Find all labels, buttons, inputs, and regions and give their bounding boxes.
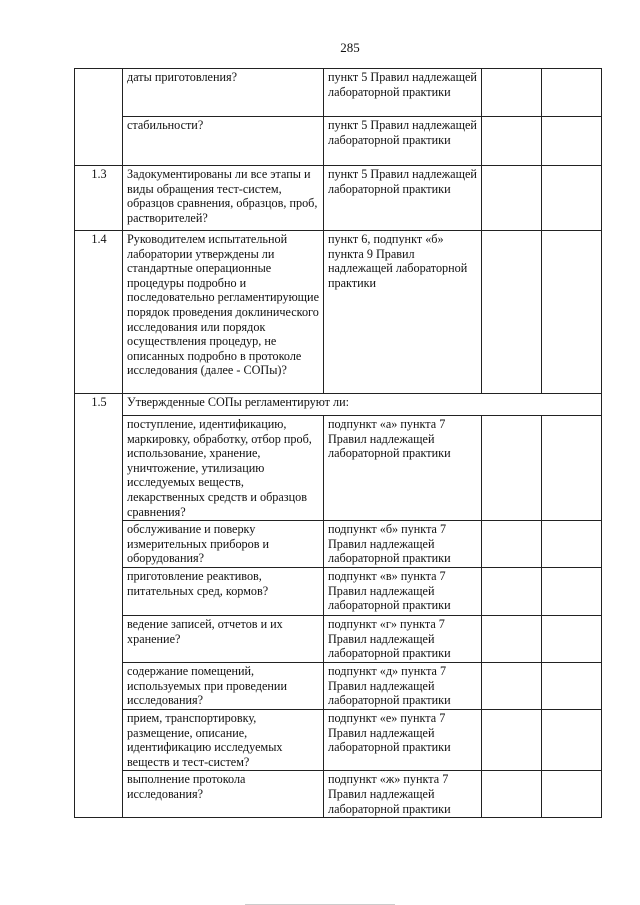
question-cell: ведение записей, отчетов и их хранение? — [123, 616, 324, 663]
answer-yes-cell[interactable] — [482, 521, 542, 568]
answer-yes-cell[interactable] — [482, 662, 542, 709]
answer-no-cell[interactable] — [542, 416, 602, 521]
answer-no-cell[interactable] — [542, 521, 602, 568]
question-cell: прием, транспортировку, размещение, описание, идентификацию исследуемых веществ и тест-систем? — [123, 709, 324, 770]
checklist-table — [74, 68, 602, 818]
answer-yes-cell[interactable] — [482, 166, 542, 231]
table-row — [75, 117, 602, 166]
answer-no-cell[interactable] — [542, 166, 602, 231]
answer-yes-cell[interactable] — [482, 117, 542, 166]
answer-yes-cell[interactable] — [482, 616, 542, 663]
reference-cell: подпункт «ж» пункта 7 Правил надлежащей лабораторной практики — [324, 771, 482, 818]
answer-yes-cell[interactable] — [482, 416, 542, 521]
answer-yes-cell[interactable] — [482, 771, 542, 818]
reference-cell: пункт 6, подпункт «б» пункта 9 Правил надлежащей лабораторной практики — [324, 231, 482, 394]
table-row — [75, 616, 602, 663]
reference-cell: пункт 5 Правил надлежащей лабораторной практики — [324, 117, 482, 166]
row-number-cell: 1.3 — [75, 166, 123, 231]
reference-cell: подпункт «в» пункта 7 Правил надлежащей лабораторной практики — [324, 568, 482, 616]
table-row — [75, 394, 602, 416]
answer-no-cell[interactable] — [542, 231, 602, 394]
table-row — [75, 231, 602, 394]
reference-cell: подпункт «е» пункта 7 Правил надлежащей лабораторной практики — [324, 709, 482, 770]
question-cell: Задокументированы ли все этапы и виды обращения тест-систем, образцов сравнения, образцов, проб, растворителей? — [123, 166, 324, 231]
answer-no-cell[interactable] — [542, 771, 602, 818]
reference-cell: пункт 5 Правил надлежащей лабораторной практики — [324, 69, 482, 117]
answer-no-cell[interactable] — [542, 709, 602, 770]
reference-cell: подпункт «а» пункта 7 Правил надлежащей лабораторной практики — [324, 416, 482, 521]
page-number: 285 — [340, 40, 360, 55]
section-heading-cell: Утвержденные СОПы регламентируют ли: — [123, 394, 602, 416]
answer-no-cell[interactable] — [542, 662, 602, 709]
answer-no-cell[interactable] — [542, 616, 602, 663]
reference-cell: подпункт «б» пункта 7 Правил надлежащей лабораторной практики — [324, 521, 482, 568]
table-row — [75, 416, 602, 521]
row-number-cell — [75, 69, 123, 166]
question-cell: поступление, идентификацию, маркировку, обработку, отбор проб, использование, хранение, уничтожение, утилизацию исследуемых веществ, лекарственных средств и образцов сравнения? — [123, 416, 324, 521]
question-cell: содержание помещений, используемых при проведении исследования? — [123, 662, 324, 709]
table-row — [75, 166, 602, 231]
table-row — [75, 568, 602, 616]
table-row — [75, 69, 602, 117]
answer-yes-cell[interactable] — [482, 709, 542, 770]
table-row — [75, 662, 602, 709]
row-number-cell: 1.5 — [75, 394, 123, 818]
reference-cell: подпункт «г» пункта 7 Правил надлежащей лабораторной практики — [324, 616, 482, 663]
row-number-cell: 1.4 — [75, 231, 123, 394]
answer-no-cell[interactable] — [542, 117, 602, 166]
question-cell: обслуживание и поверку измерительных приборов и оборудования? — [123, 521, 324, 568]
table-row — [75, 771, 602, 818]
answer-yes-cell[interactable] — [482, 231, 542, 394]
question-cell: Руководителем испытательной лаборатории утверждены ли стандартные операционные процедуры подробно и последовательно регламентирующие порядок проведения доклинического исследования или порядок осуществления процедур, не описанных подробно в протоколе исследования (далее - СОПы)? — [123, 231, 324, 394]
answer-yes-cell[interactable] — [482, 568, 542, 616]
table-row — [75, 709, 602, 770]
question-cell: стабильности? — [123, 117, 324, 166]
answer-no-cell[interactable] — [542, 69, 602, 117]
reference-cell: пункт 5 Правил надлежащей лабораторной практики — [324, 166, 482, 231]
reference-cell: подпункт «д» пункта 7 Правил надлежащей лабораторной практики — [324, 662, 482, 709]
table-row — [75, 521, 602, 568]
answer-no-cell[interactable] — [542, 568, 602, 616]
question-cell: выполнение протокола исследования? — [123, 771, 324, 818]
answer-yes-cell[interactable] — [482, 69, 542, 117]
question-cell: приготовление реактивов, питательных сред, кормов? — [123, 568, 324, 616]
question-cell: даты приготовления? — [123, 69, 324, 117]
